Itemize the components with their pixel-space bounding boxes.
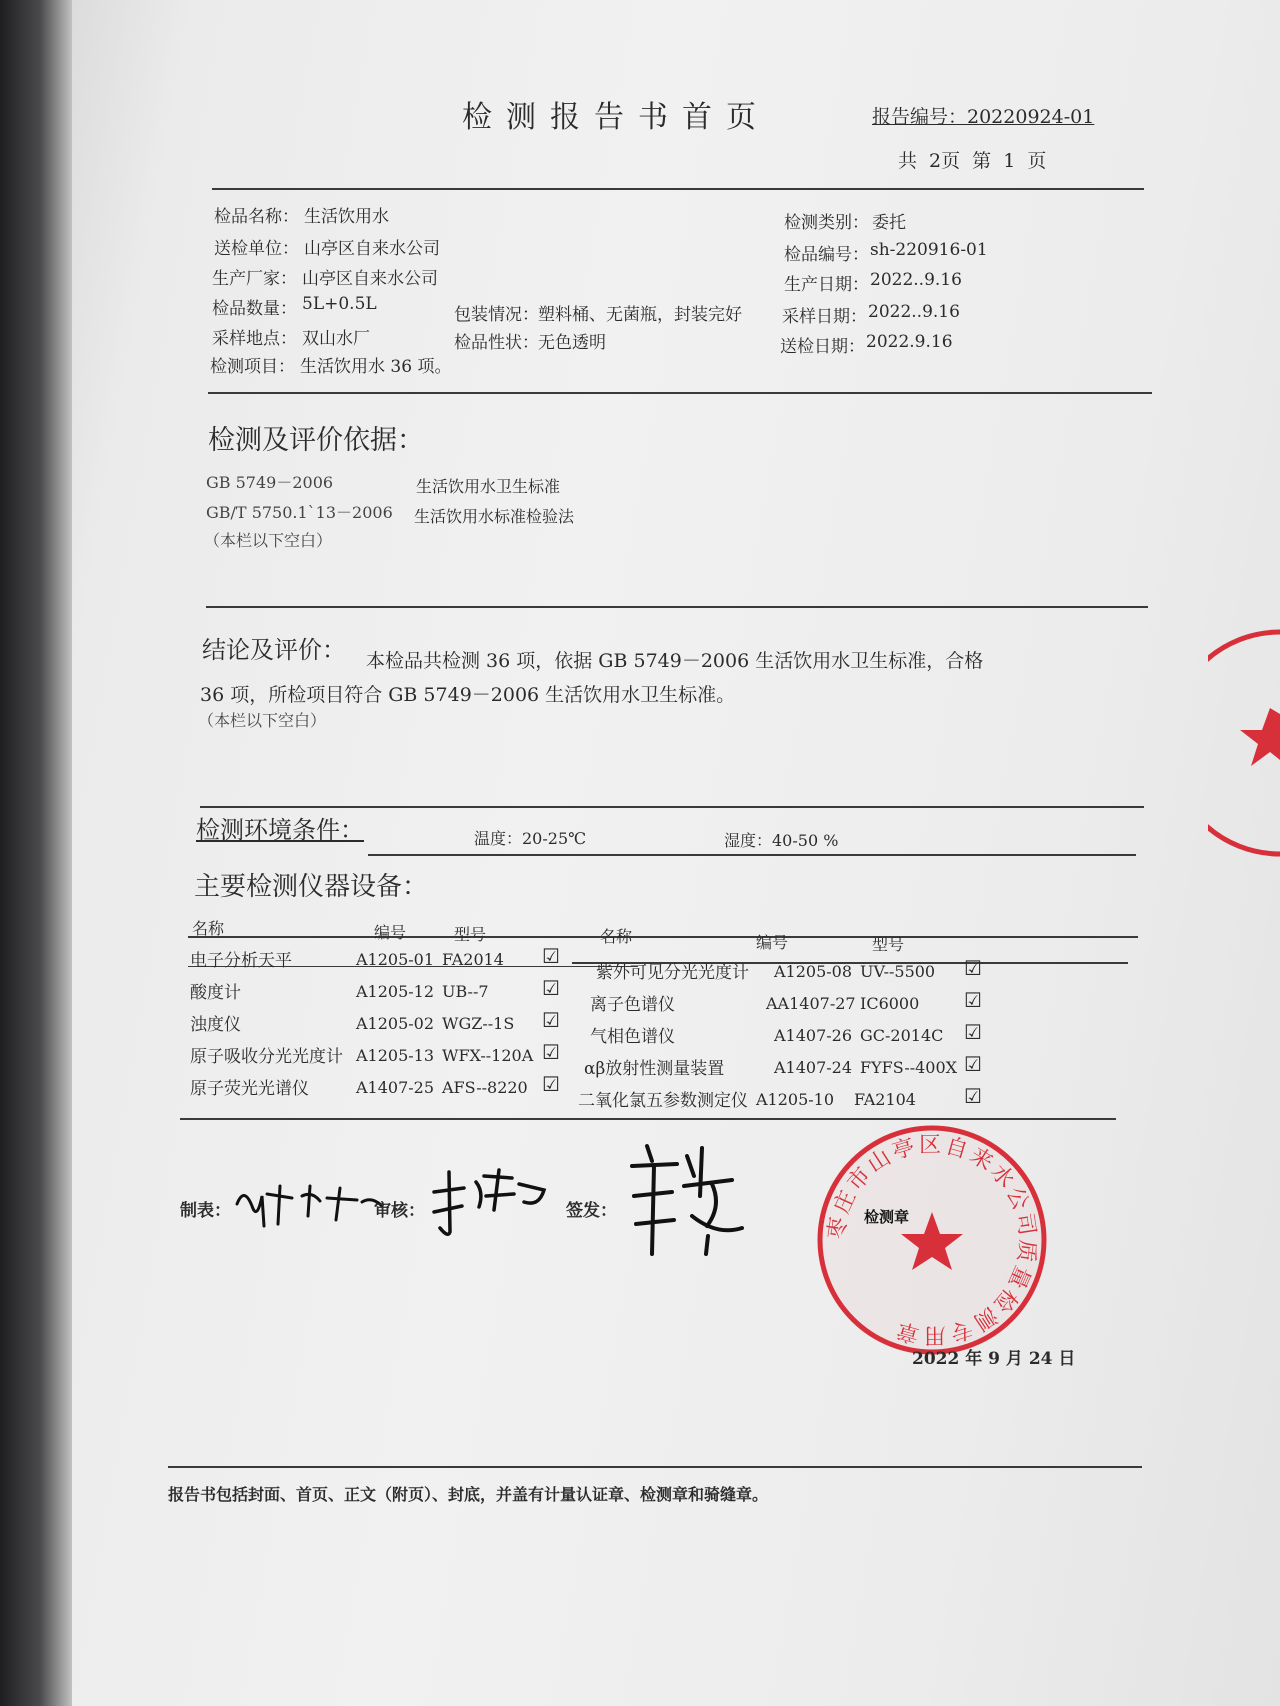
checkbox-icon: ☑ <box>964 1052 982 1076</box>
header-no: 编号 <box>756 933 789 952</box>
checkbox-icon: ☑ <box>964 956 982 980</box>
property: 无色透明 <box>538 333 606 353</box>
divider <box>212 188 1144 190</box>
divider <box>368 854 1136 856</box>
samp-date: 2022..9.16 <box>868 302 960 322</box>
checkbox-icon: ☑ <box>542 944 560 968</box>
report-date: 2022 年 9 月 24 日 <box>912 1349 1076 1369</box>
equipment-model: FYFS--400X <box>860 1058 958 1077</box>
checkbox-icon: ☑ <box>542 1072 560 1096</box>
pack-label: 包装情况： <box>454 305 539 325</box>
equipment-name: 紫外可见分光光度计 <box>596 963 749 983</box>
maker: 山亭区自来水公司 <box>302 269 438 289</box>
header-no: 编号 <box>374 923 407 942</box>
header-model: 型号 <box>454 925 487 944</box>
equipment-model: IC6000 <box>860 994 920 1013</box>
conclusion-line-2: 36 项，所检项目符合 GB 5749－2006 生活饮用水卫生标准。 <box>200 684 736 706</box>
type-label: 检测类别： <box>784 213 869 233</box>
equipment-model: FA2104 <box>854 1090 916 1109</box>
equipment-name: 浊度仪 <box>190 1015 241 1035</box>
samp-date-label: 采样日期： <box>782 307 867 327</box>
equipment-no: A1205-10 <box>756 1090 835 1109</box>
sample-name-label: 检品名称： <box>214 207 299 227</box>
basis-code-1: GB 5749－2006 <box>206 473 334 492</box>
code-label: 检品编号： <box>784 245 869 265</box>
checkbox-icon: ☑ <box>542 1008 560 1032</box>
equipment-name: αβ放射性测量装置 <box>584 1059 725 1079</box>
issued-label: 签发： <box>566 1201 617 1221</box>
report-number: 报告编号：20220924-01 <box>872 106 1095 128</box>
prod-date-label: 生产日期： <box>784 275 869 295</box>
site: 双山水厂 <box>302 329 370 349</box>
maker-label: 生产厂家： <box>212 269 297 289</box>
equipment-model: WFX--120A <box>442 1046 534 1065</box>
send-date-label: 送检日期： <box>780 337 865 357</box>
reviewed-signature <box>424 1162 554 1242</box>
equipment-no: A1407-26 <box>774 1026 853 1045</box>
header-model: 型号 <box>872 935 905 954</box>
sample-name: 生活饮用水 <box>304 207 389 227</box>
header-name: 名称 <box>192 919 225 938</box>
conclusion-line-1: 本检品共检测 36 项，依据 GB 5749－2006 生活饮用水卫生标准，合格 <box>366 650 984 672</box>
checkbox-icon: ☑ <box>964 1020 982 1044</box>
basis-heading: 检测及评价依据： <box>208 425 424 456</box>
reviewed-label: 审核： <box>374 1201 425 1221</box>
basis-name-1: 生活饮用水卫生标准 <box>416 477 561 496</box>
equipment-no: A1205-12 <box>356 982 435 1001</box>
equipment-name: 电子分析天平 <box>190 951 292 971</box>
divider <box>200 806 1144 808</box>
property-label: 检品性状： <box>454 333 539 353</box>
prod-date: 2022..9.16 <box>870 270 962 290</box>
equipment-name: 原子荧光光谱仪 <box>190 1079 309 1099</box>
inspection-stamp <box>812 1120 1052 1360</box>
prepared-label: 制表： <box>180 1201 231 1221</box>
environment-heading: 检测环境条件： <box>196 816 364 844</box>
header-name: 名称 <box>600 927 633 946</box>
type: 委托 <box>872 213 906 233</box>
basis-blank: （本栏以下空白） <box>204 531 333 550</box>
humidity: 湿度：40-50 % <box>724 831 839 850</box>
temperature: 温度：20-25℃ <box>474 829 587 848</box>
sender-label: 送检单位： <box>214 239 299 259</box>
equipment-heading: 主要检测仪器设备： <box>194 872 429 902</box>
send-date: 2022.9.16 <box>866 332 953 352</box>
conclusion-heading: 结论及评价： <box>202 636 346 664</box>
equipment-model: FA2014 <box>442 950 504 969</box>
code: sh-220916-01 <box>870 240 988 260</box>
seam-stamp <box>1208 628 1280 858</box>
issued-signature <box>622 1136 752 1266</box>
svg-text:检测章: 检测章 <box>864 1208 910 1226</box>
equipment-model: WGZ--1S <box>442 1014 515 1033</box>
equipment-model: AFS--8220 <box>442 1078 528 1097</box>
page-title: 检测报告书首页 <box>462 100 770 135</box>
items-label: 检测项目： <box>210 357 295 377</box>
checkbox-icon: ☑ <box>542 976 560 1000</box>
qty: 5L+0.5L <box>302 294 377 314</box>
equipment-no: A1205-13 <box>356 1046 435 1065</box>
divider <box>208 392 1152 394</box>
page-count: 共 2页 第 1 页 <box>898 150 1047 172</box>
report-page <box>72 0 1280 1706</box>
footer-note: 报告书包括封面、首页、正文（附页）、封底，并盖有计量认证章、检测章和骑缝章。 <box>168 1485 769 1504</box>
equipment-model: GC-2014C <box>860 1026 944 1045</box>
items: 生活饮用水 36 项。 <box>300 357 452 377</box>
checkbox-icon: ☑ <box>964 988 982 1012</box>
pack: 塑料桶、无菌瓶，封装完好 <box>538 305 742 325</box>
qty-label: 检品数量： <box>212 299 297 319</box>
equipment-no: AA1407-27 <box>766 994 856 1013</box>
conclusion-blank: （本栏以下空白） <box>198 711 327 730</box>
divider <box>206 606 1148 608</box>
divider <box>188 936 1138 938</box>
equipment-name: 二氧化氯五参数测定仪 <box>578 1091 748 1111</box>
svg-text:枣庄市山亭区自来水公司质量检测专用章: 枣庄市山亭区自来水公司质量检测专用章 <box>824 1132 1040 1348</box>
equipment-name: 气相色谱仪 <box>590 1027 675 1047</box>
sender: 山亭区自来水公司 <box>304 239 440 259</box>
equipment-no: A1407-25 <box>356 1078 435 1097</box>
basis-name-2: 生活饮用水标准检验法 <box>414 507 575 526</box>
equipment-no: A1205-01 <box>356 950 435 969</box>
basis-code-2: GB/T 5750.1`13－2006 <box>206 503 393 522</box>
checkbox-icon: ☑ <box>542 1040 560 1064</box>
equipment-name: 离子色谱仪 <box>590 995 675 1015</box>
equipment-no: A1205-08 <box>774 962 853 981</box>
prepared-signature <box>232 1176 392 1236</box>
divider <box>168 1466 1142 1468</box>
equipment-no: A1407-24 <box>774 1058 853 1077</box>
checkbox-icon: ☑ <box>964 1084 982 1108</box>
equipment-name: 酸度计 <box>190 983 241 1003</box>
site-label: 采样地点： <box>212 329 297 349</box>
equipment-no: A1205-02 <box>356 1014 435 1033</box>
equipment-model: UB--7 <box>442 982 489 1001</box>
equipment-name: 原子吸收分光光度计 <box>190 1047 343 1067</box>
equipment-model: UV--5500 <box>860 962 936 981</box>
